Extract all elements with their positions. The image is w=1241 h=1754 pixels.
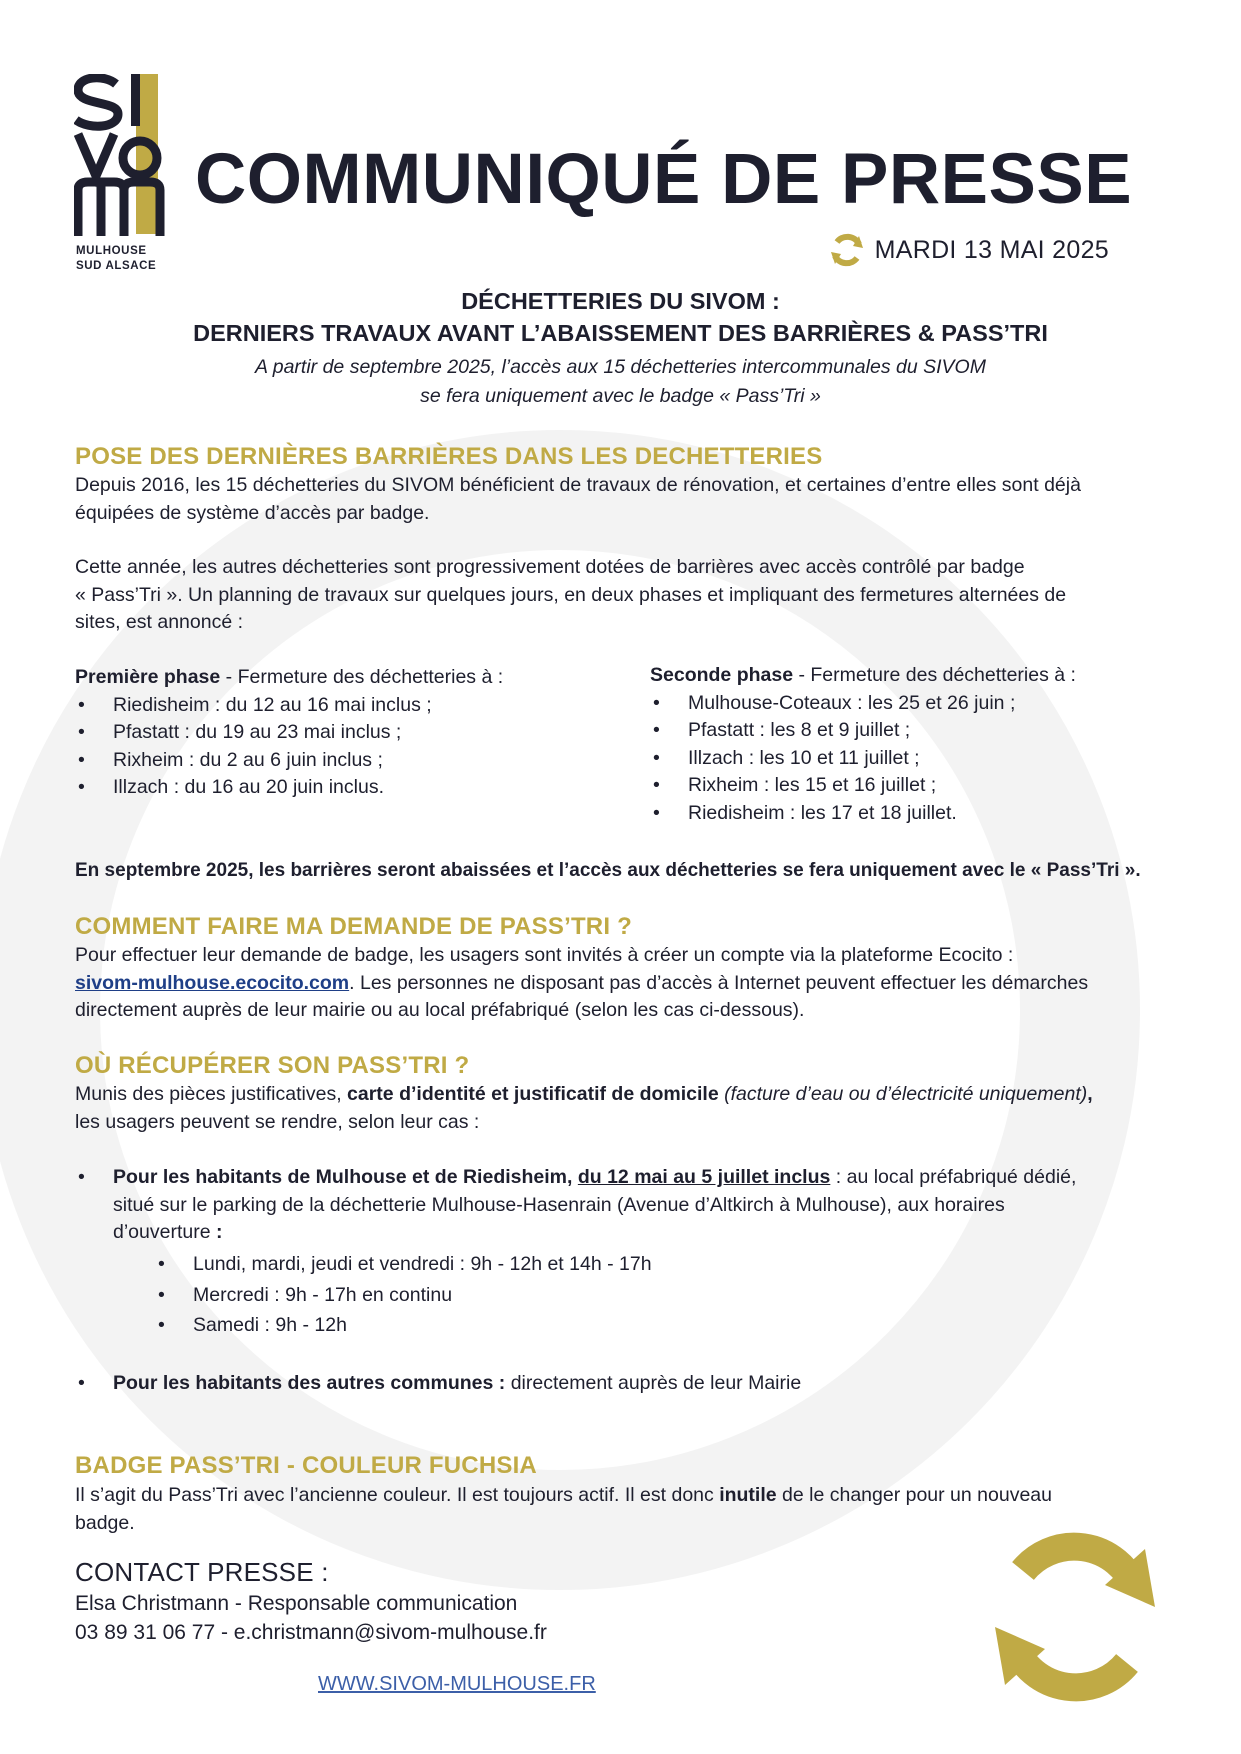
phase1-list [75,692,635,802]
text-line: badge. [75,1511,135,1534]
section-title-barrieres: POSE DES DERNIÈRES BARRIÈRES DANS LES DECHETTERIES [75,443,823,470]
text-line [75,1482,1165,1510]
text-line: équipées de système d’accès par badge. [75,501,430,524]
section3-item2 [75,1370,1165,1398]
subheadline-line2: se fera uniquement avec le badge « Pass’Tri » [420,385,821,407]
phase2-column [650,662,1170,827]
section2-paragraph [75,942,1165,1025]
text-span: Il s’agit du Pass’Tri avec l’ancienne couleur. Il est toujours actif. Il est donc [75,1484,720,1506]
phase2-label: Seconde phase [650,664,794,686]
text-italic: (facture d’eau ou d’électricité uniquement) [718,1083,1088,1105]
text-bold: , [1087,1083,1093,1105]
text-line [113,1219,1165,1247]
section1-paragraph1 [75,472,1165,527]
ecocito-link[interactable]: sivom-mulhouse.ecocito.com [75,971,350,994]
list-item [75,1370,1165,1398]
subheadline-line1: A partir de septembre 2025, l’accès aux 15 déchetteries intercommunales du SIVOM [255,356,986,378]
phase1-heading [75,664,635,692]
text-line [75,970,1165,998]
list-item: • Rixheim : du 2 au 6 juin inclus ; [75,747,635,775]
hours-list-block [155,1249,1055,1341]
text-bold: Pour les habitants de Mulhouse et de Riedisheim, [113,1166,578,1188]
text-line: Cette année, les autres déchetteries sont progressivement dotées de barrières avec accès contrôlé par badge [75,556,1025,578]
list-item: • Pfastatt : du 19 au 23 mai inclus ; [75,719,635,747]
text-line: « Pass’Tri ». Un planning de travaux sur quelques jours, en deux phases et impliquant des fermetures alternées de [75,583,1067,606]
list-item: • Pfastatt : les 8 et 9 juillet ; [650,717,1170,745]
text-span: : au local préfabriqué dédié, [830,1166,1077,1188]
section3-list-2 [75,1370,1165,1398]
logo-city-line2: SUD ALSACE [76,260,157,272]
section1-conclusion: En septembre 2025, les barrières seront abaissées et l’accès aux déchetteries se fera uniquement avec le « Pass’Tri ». [75,860,1141,881]
text-bold: carte d’identité et justificatif de domicile [347,1083,719,1105]
section3-intro [75,1081,1165,1136]
contact-name: Elsa Christmann - Responsable communication [75,1592,518,1615]
list-item: • Lundi, mardi, jeudi et vendredi : 9h - 12h et 14h - 17h [155,1249,1055,1280]
section1-paragraph2 [75,554,1165,637]
text-line: Pour effectuer leur demande de badge, les usagers sont invités à créer un compte via la plateforme Ecocito : [75,944,1014,966]
text-line: sites, est annoncé : [75,611,244,633]
text-span: . Les personnes ne disposant pas d’accès à Internet peuvent effectuer les démarches [349,971,1089,994]
contact-phone-email[interactable]: 03 89 31 06 77 - e.christmann@sivom-mulhouse.fr [75,1621,547,1644]
list-item: • Illzach : les 10 et 11 juillet ; [650,745,1170,773]
section3-list [75,1164,1165,1247]
date-row [829,230,1109,270]
phase2-list [650,690,1170,828]
text-bold: Pour les habitants des autres communes : [113,1372,506,1394]
text-line: situé sur le parking de la déchetterie Mulhouse-Hasenrain (Avenue d’Altkirch à Mulhouse), aux horaires [113,1193,1005,1216]
phase2-text: - Fermeture des déchetteries à : [793,664,1076,686]
list-item: • Illzach : du 16 au 20 juin inclus. [75,774,635,802]
text-bold-underline: du 12 mai au 5 juillet inclus [577,1166,831,1188]
text-line [75,1081,1165,1109]
headline-line2: DERNIERS TRAVAUX AVANT L’ABAISSEMENT DES BARRIÈRES & PASS’TRI [193,320,1048,346]
text-span: d’ouverture [113,1221,216,1243]
contact-title: CONTACT PRESSE : [75,1557,329,1587]
phase1-label: Première phase [75,666,221,688]
text-span: de le changer pour un nouveau [776,1484,1052,1506]
text-span: Munis des pièces justificatives, [75,1083,348,1105]
section-title-recuperer: OÙ RÉCUPÉRER SON PASS’TRI ? [75,1052,470,1079]
logo-city-text [76,244,156,274]
phase1-text: - Fermeture des déchetteries à : [220,666,504,688]
page-title: COMMUNIQUÉ DE PRESSE [195,140,1133,219]
hours-list [155,1249,1055,1341]
recycle-ring-icon [829,232,865,268]
text-line [113,1164,1165,1192]
text-bold: inutile [719,1484,777,1506]
phase1-column [75,664,635,802]
text-span: directement auprès de leur Mairie [505,1372,802,1394]
recycle-ring-large-icon [985,1527,1165,1707]
list-item: • Samedi : 9h - 12h [155,1310,1055,1341]
section-title-demande: COMMENT FAIRE MA DEMANDE DE PASS’TRI ? [75,913,632,940]
section3-item1 [75,1164,1165,1247]
list-item: • Rixheim : les 15 et 16 juillet ; [650,772,1170,800]
logo-city-line1: MULHOUSE [76,245,147,257]
list-item: • Mercredi : 9h - 17h en continu [155,1280,1055,1311]
list-item [75,1164,1165,1247]
text-line: Depuis 2016, les 15 déchetteries du SIVOM bénéficient de travaux de rénovation, et certaines d’entre elles sont déjà [75,474,1081,496]
sivom-logo [74,74,166,274]
sivom-logo-mark [74,74,166,239]
headline-line1: DÉCHETTERIES DU SIVOM : [461,288,780,314]
list-item: • Riedisheim : du 12 au 16 mai inclus ; [75,692,635,720]
press-date: MARDI 13 MAI 2025 [874,235,1109,264]
section-title-badge: BADGE PASS’TRI - COULEUR FUCHSIA [75,1452,537,1479]
text-bold: : [215,1221,223,1243]
phase2-heading [650,662,1170,690]
list-item: • Riedisheim : les 17 et 18 juillet. [650,800,1170,828]
text-line: directement auprès de leur mairie ou au local préfabriqué (selon les cas ci-dessous). [75,999,805,1021]
list-item: • Mulhouse-Coteaux : les 25 et 26 juin ; [650,690,1170,718]
website-link[interactable]: WWW.SIVOM-MULHOUSE.FR [318,1673,596,1695]
text-line: les usagers peuvent se rendre, selon leur cas : [75,1110,480,1133]
